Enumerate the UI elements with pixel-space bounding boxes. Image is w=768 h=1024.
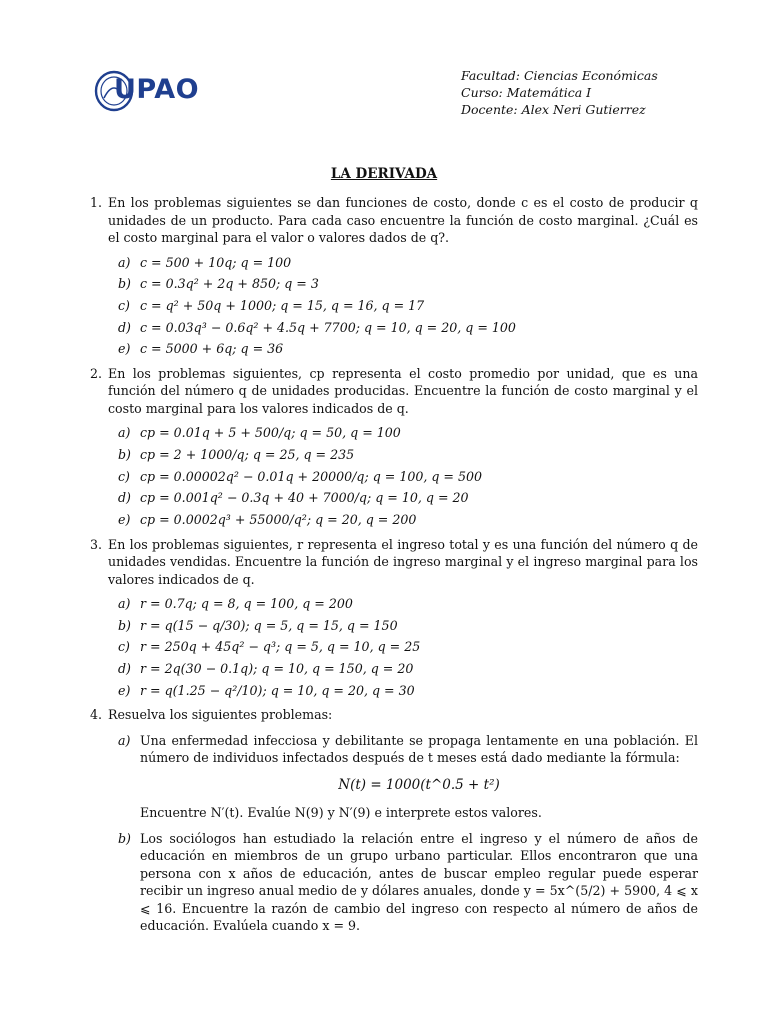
problem-3-items <box>118 595 698 699</box>
problem-text: En los problemas siguientes se dan funciones de costo, donde c es el costo de producir q unidades de un producto. Para cada caso encuentre la función de costo marginal. ¿Cuál es el costo marginal para el valor o valores dados de q?. <box>108 195 698 245</box>
problem-4a: a) Una enfermedad infecciosa y debilitante se propaga lentamente en una población. El número de individuos infectados después de t meses está dado mediante la fórmula: N(t) = 1000(t^0.5 + t²) Encuentre N′(t). Evalúe N(9) y N′(9) e interprete estos valores. <box>118 732 698 821</box>
problem-2-items <box>118 424 698 528</box>
problem-text: Resuelva los siguientes problemas: <box>108 707 333 723</box>
list-item: d) r = 2q(30 − 0.1q); q = 10, q = 150, q = 20 <box>118 661 414 677</box>
faculty-line: Facultad: Ciencias Económicas <box>461 68 658 83</box>
list-item: c) cp = 0.00002q² − 0.01q + 20000/q; q = 100, q = 500 <box>118 468 483 484</box>
teacher-line: Docente: Alex Neri Gutierrez <box>461 102 646 117</box>
formula: N(t) = 1000(t^0.5 + t²) <box>338 776 500 793</box>
problem-text: En los problemas siguientes, r representa el ingreso total y es una función del número q de unidades vendidas. Encuentre la función de ingreso marginal y el ingreso marginal para los valores indicados de q. <box>108 536 698 587</box>
problem-1-items <box>118 254 698 358</box>
problem-number: 2. <box>90 365 103 381</box>
problem-list <box>90 194 698 942</box>
logo-text: UPAO <box>114 74 200 105</box>
list-item: e) cp = 0.0002q³ + 55000/q²; q = 20, q = 200 <box>118 512 417 527</box>
problem-number: 1. <box>90 195 103 210</box>
problem-number: 3. <box>90 536 103 552</box>
problem-4b: b) Los sociólogos han estudiado la relación entre el ingreso y el número de años de educación en miembros de un grupo urbano particular. Ellos encontraron que una persona con x años de educación, antes de buscar empleo regular puede esperar recibir un ingreso anual medio de y dólares anuales, donde y = 5x^(5/2) + 5900, 4 ⩽ x ⩽ 16. Encuentre la razón de cambio del ingreso con respecto al número de años de educación. Evalúela cuando x = 9. <box>118 830 698 934</box>
page-title: LA DERIVADA <box>330 166 438 182</box>
list-item: a) r = 0.7q; q = 8, q = 100, q = 200 <box>118 596 353 611</box>
problem-4a-text: Una enfermedad infecciosa y debilitante se propaga lentamente en una población. El número de individuos infectados después de t meses está dado mediante la fórmula: <box>140 732 698 766</box>
list-item: e) r = q(1.25 − q²/10); q = 10, q = 20, q = 30 <box>118 682 415 698</box>
list-item: a) c = 500 + 10q; q = 100 <box>118 254 292 270</box>
list-item: b) r = q(15 − q/30); q = 5, q = 15, q = 150 <box>118 617 398 633</box>
list-item: c) r = 250q + 45q² − q³; q = 5, q = 10, q = 25 <box>118 639 421 655</box>
list-item: b) cp = 2 + 1000/q; q = 25, q = 235 <box>118 446 355 462</box>
list-item: b) c = 0.3q² + 2q + 850; q = 3 <box>118 276 319 292</box>
problem-3 <box>90 536 698 700</box>
problem-4b-text: Los sociólogos han estudiado la relación entre el ingreso y el número de años de educación en miembros de un grupo urbano particular. Ellos encontraron que una persona con x años de educación, antes de buscar empleo regular puede esperar recibir un ingreso anual medio de y dólares anuales, donde y = 5x^(5/2) + 5900, 4 ⩽ x ⩽ 16. Encuentre la razón de cambio del ingreso con respecto al número de años de educación. Evalúela cuando x = 9. <box>140 830 698 934</box>
course-header <box>461 67 658 118</box>
course-line: Curso: Matemática I <box>461 85 592 100</box>
list-item: c) c = q² + 50q + 1000; q = 15, q = 16, q = 17 <box>118 297 425 313</box>
list-item: d) cp = 0.001q² − 0.3q + 40 + 7000/q; q = 10, q = 20 <box>118 490 469 506</box>
problem-number: 4. <box>90 707 103 723</box>
list-item: a) cp = 0.01q + 5 + 500/q; q = 50, q = 100 <box>118 425 401 441</box>
problem-4 <box>90 706 698 935</box>
problem-2 <box>90 365 698 529</box>
problem-4a-question: Encuentre N′(t). Evalúe N(9) y N′(9) e interprete estos valores. <box>140 805 542 821</box>
list-item: d) c = 0.03q³ − 0.6q² + 4.5q + 7700; q = 10, q = 20, q = 100 <box>118 319 516 335</box>
problem-1 <box>90 194 698 358</box>
problem-text: En los problemas siguientes, cp representa el costo promedio por unidad, que es una función del número q de unidades producidas. Encuentre la función de costo marginal y el costo marginal para los valores indicados de q. <box>108 365 698 416</box>
list-item: e) c = 5000 + 6q; q = 36 <box>118 341 284 357</box>
